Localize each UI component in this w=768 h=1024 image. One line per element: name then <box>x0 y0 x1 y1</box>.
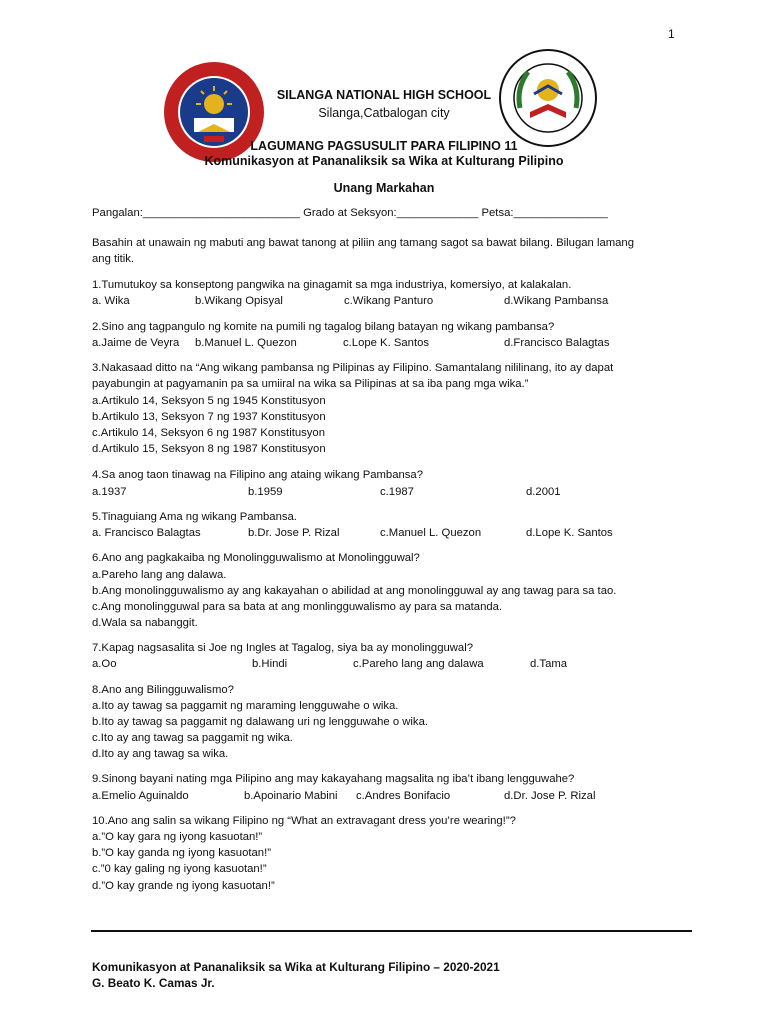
q9-option-c[interactable]: c.Andres Bonifacio <box>356 790 451 802</box>
q9-option-b[interactable]: b.Apoinario Mabini <box>244 790 338 802</box>
q3-option-a[interactable]: a.Artikulo 14, Seksyon 5 ng 1945 Konstitusyon <box>92 395 326 407</box>
q10-option-a[interactable]: a.”O kay gara ng iyong kasuotan!” <box>92 831 263 843</box>
quarter-title: Unang Markahan <box>333 181 435 195</box>
q6-option-a[interactable]: a.Pareho lang ang dalawa. <box>92 569 227 581</box>
q10-option-b[interactable]: b.”O kay ganda ng iyong kasuotan!” <box>92 847 271 859</box>
q6-option-b[interactable]: b.Ang monolingguwalismo ay ang kakayahan o abilidad at ang monolingguwal ay ang tawag para sa tao. <box>92 585 617 597</box>
q10-option-d[interactable]: d.”O kay grande ng iyong kasuotan!” <box>92 880 275 892</box>
q1-option-c[interactable]: c.Wikang Panturo <box>344 295 434 307</box>
question-7: 7.Kapag nagsasalita si Joe ng Ingles at Tagalog, siya ba ay monolingguwal? <box>92 642 474 654</box>
q10-option-c[interactable]: c.”0 kay galing ng iyong kasuotan!” <box>92 863 267 875</box>
school-location: Silanga,Catbalogan city <box>318 106 450 120</box>
q5-option-d[interactable]: d.Lope K. Santos <box>526 527 613 539</box>
q3-option-b[interactable]: b.Artikulo 13, Seksyon 7 ng 1937 Konstitusyon <box>92 411 326 423</box>
footer-author: G. Beato K. Camas Jr. <box>92 976 215 990</box>
q6-option-d[interactable]: d.Wala sa nabanggit. <box>92 617 198 629</box>
student-info-row <box>92 207 608 219</box>
q5-option-a[interactable]: a. Francisco Balagtas <box>92 527 201 539</box>
footer-divider <box>91 930 692 932</box>
q9-option-a[interactable]: a.Emelio Aguinaldo <box>92 790 189 802</box>
question-2: 2.Sino ang tagpangulo ng komite na pumili ng tagalog bilang batayan ng wikang pambansa? <box>92 321 555 333</box>
page-number: 1 <box>668 27 675 41</box>
q7-option-a[interactable]: a.Oo <box>92 658 117 670</box>
school-name: SILANGA NATIONAL HIGH SCHOOL <box>276 88 492 102</box>
question-1: 1.Tumutukoy sa konseptong pangwika na ginagamit sa mga industriya, komersiyo, at kalakalan. <box>92 279 572 291</box>
q1-option-b[interactable]: b.Wikang Opisyal <box>195 295 283 307</box>
date-field[interactable]: Petsa:_______________ <box>481 207 608 219</box>
subject-title: Komunikasyon at Pananaliksik sa Wika at Kulturang Pilipino <box>204 154 564 168</box>
instructions-line-2: ang titik. <box>92 253 135 265</box>
q3-option-d[interactable]: d.Artikulo 15, Seksyon 8 ng 1987 Konstitusyon <box>92 443 326 455</box>
q2-option-b[interactable]: b.Manuel L. Quezon <box>195 337 297 349</box>
q1-option-d[interactable]: d.Wikang Pambansa <box>504 295 609 307</box>
name-field[interactable]: Pangalan:_________________________ <box>92 207 300 219</box>
q7-option-b[interactable]: b.Hindi <box>252 658 288 670</box>
q4-option-a[interactable]: a.1937 <box>92 486 127 498</box>
q2-option-a[interactable]: a.Jaime de Veyra <box>92 337 180 349</box>
question-9: 9.Sinong bayani nating mga Pilipino ang may kakayahang magsalita ng iba’t ibang lengguwahe? <box>92 773 575 785</box>
q8-option-c[interactable]: c.Ito ay ang tawag sa paggamit ng wika. <box>92 732 293 744</box>
q8-option-b[interactable]: b.Ito ay tawag sa paggamit ng dalawang uri ng lengguwahe o wika. <box>92 716 428 728</box>
question-8: 8.Ano ang Bilingguwalismo? <box>92 684 234 696</box>
q4-option-d[interactable]: d.2001 <box>526 486 561 498</box>
footer-subject-year: Komunikasyon at Pananaliksik sa Wika at Kulturang Filipino – 2020-2021 <box>92 960 500 974</box>
q4-option-c[interactable]: c.1987 <box>380 486 414 498</box>
q7-option-c[interactable]: c.Pareho lang ang dalawa <box>353 658 484 670</box>
instructions-line-1: Basahin at unawain ng mabuti ang bawat tanong at piliin ang tamang sagot sa bawat bilang. Bilugan lamang <box>92 237 634 249</box>
q7-option-d[interactable]: d.Tama <box>530 658 568 670</box>
q8-option-d[interactable]: d.Ito ay ang tawag sa wika. <box>92 748 229 760</box>
question-4: 4.Sa anog taon tinawag na Filipino ang ataing wikang Pambansa? <box>92 469 423 481</box>
question-6: 6.Ano ang pagkakaiba ng Monolingguwalismo at Monolingguwal? <box>92 552 420 564</box>
q6-option-c[interactable]: c.Ang monolingguwal para sa bata at ang monlingguwalismo ay para sa matanda. <box>92 601 503 613</box>
q3-option-c[interactable]: c.Artikulo 14, Seksyon 6 ng 1987 Konstitusyon <box>92 427 325 439</box>
q5-option-c[interactable]: c.Manuel L. Quezon <box>380 527 482 539</box>
test-title: LAGUMANG PAGSUSULIT PARA FILIPINO 11 <box>250 139 518 153</box>
question-10: 10.Ano ang salin sa wikang Filipino ng “What an extravagant dress you’re wearing!”? <box>92 815 516 827</box>
question-5: 5.Tinaguiang Ama ng wikang Pambansa. <box>92 511 297 523</box>
question-3-cont: payabungin at pagyamanin pa sa umiiral na wika sa Pilipinas at sa iba pang mga wika.” <box>92 378 529 390</box>
q4-option-b[interactable]: b.1959 <box>248 486 283 498</box>
grade-section-field[interactable]: Grado at Seksyon:_____________ <box>303 207 479 219</box>
q2-option-c[interactable]: c.Lope K. Santos <box>343 337 430 349</box>
question-3: 3.Nakasaad ditto na “Ang wikang pambansa ng Pilipinas ay Filipino. Samantalang nililinang, ito ay dapat <box>92 362 614 374</box>
q8-option-a[interactable]: a.Ito ay tawag sa paggamit ng maraming lengguwahe o wika. <box>92 700 399 712</box>
q1-option-a[interactable]: a. Wika <box>92 295 130 307</box>
q2-option-d[interactable]: d.Francisco Balagtas <box>504 337 610 349</box>
q5-option-b[interactable]: b.Dr. Jose P. Rizal <box>248 527 340 539</box>
q9-option-d[interactable]: d.Dr. Jose P. Rizal <box>504 790 596 802</box>
